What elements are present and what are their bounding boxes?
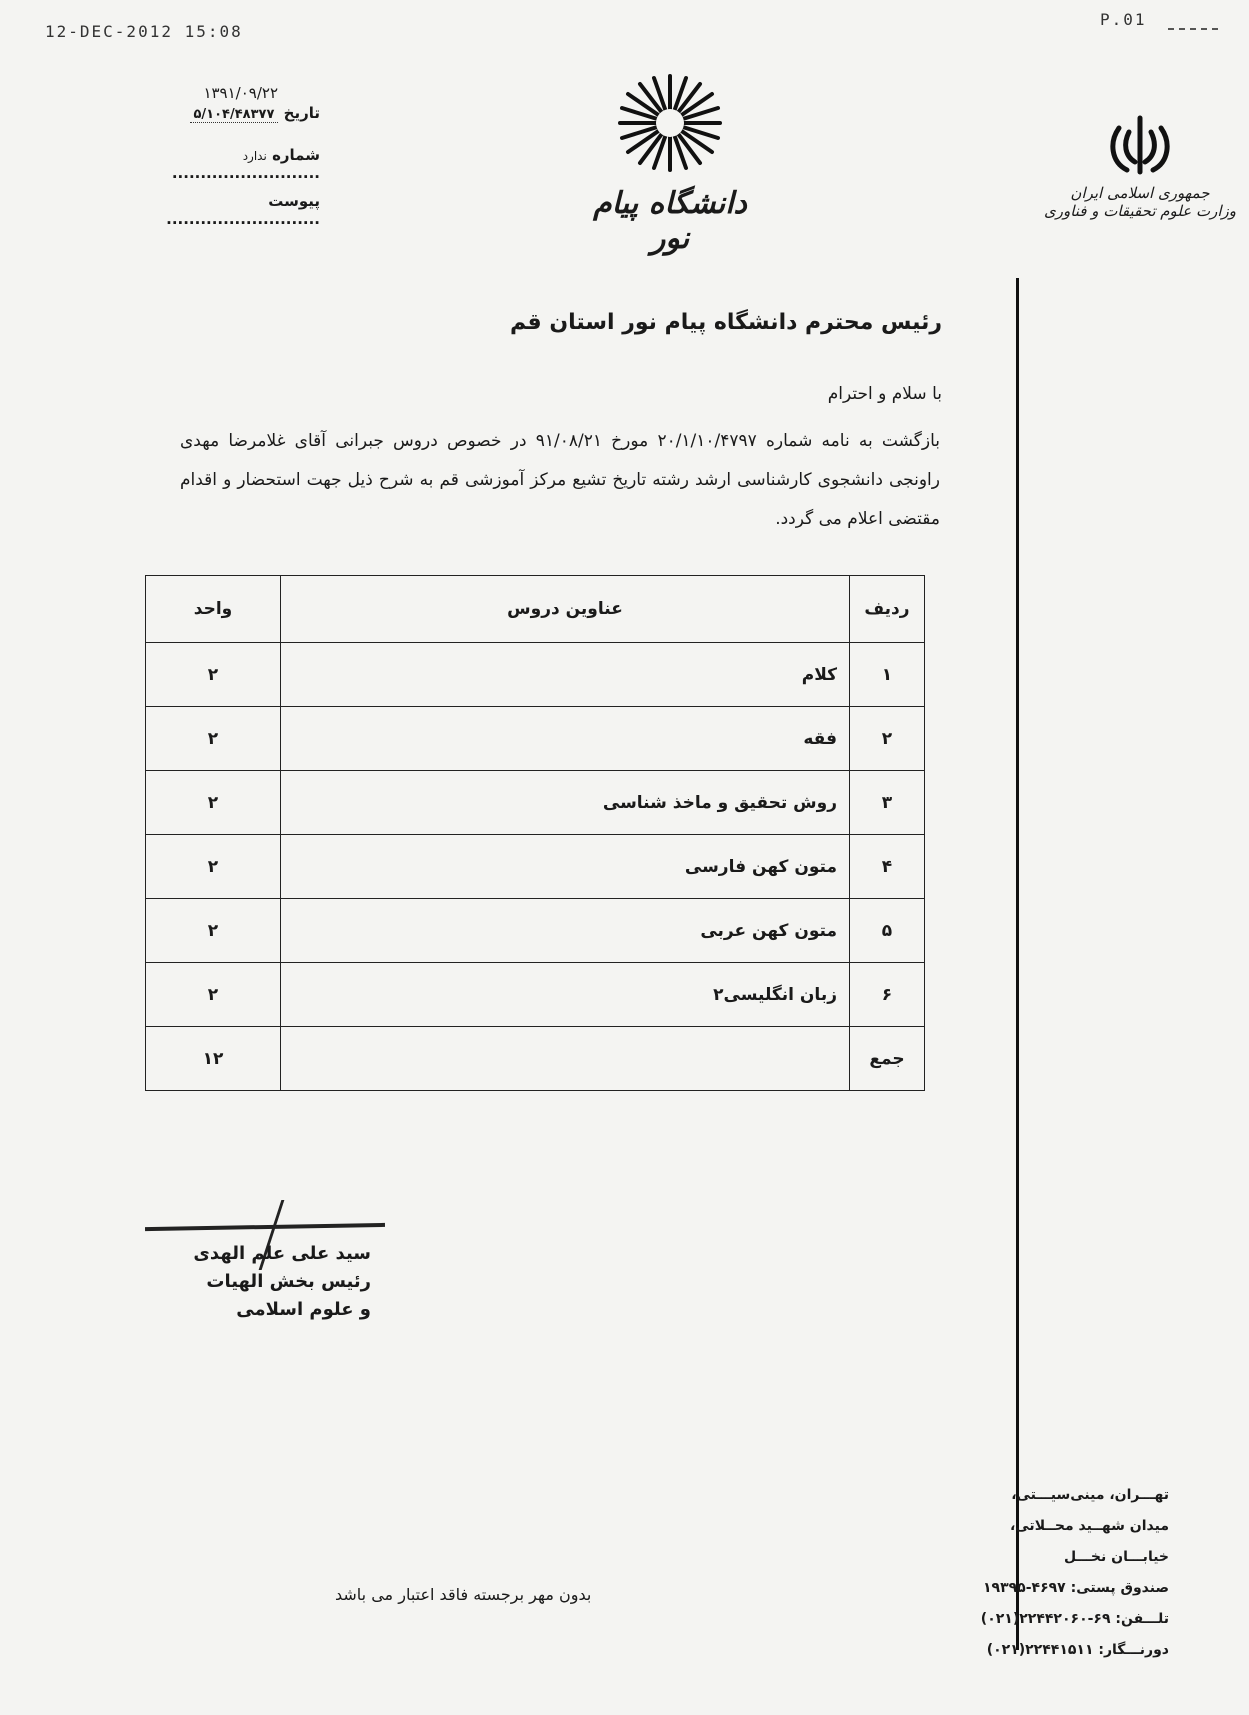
ministry-line1: جمهوری اسلامی ایران [1070,184,1210,202]
table-row [146,643,925,707]
course-title: فقه [281,707,850,771]
table-total-row [146,1027,925,1091]
row-number: ۶ [850,963,925,1027]
row-number: ۲ [850,707,925,771]
address-line: تلـــفن: ۶۹-۲۲۴۴۲۰۶۰(۰۲۱) [980,1611,1169,1627]
total-units: ۱۲ [146,1027,281,1091]
row-number: ۳ [850,771,925,835]
course-title: متون کهن فارسی [281,835,850,899]
address-line: صندوق پستی: ۴۶۹۷-۱۹۳۹۵ [982,1580,1169,1596]
address-line: تهـــران، مینی‌سیـــتی، [1011,1487,1169,1503]
footer-note: بدون مهر برجسته فاقد اعتبار می باشد [335,1585,592,1604]
row-number: ۴ [850,835,925,899]
university-logo [590,68,750,256]
table-row [146,771,925,835]
date-value: ۱۳۹۱/۰۹/۲۲ [203,84,278,102]
table-row [146,963,925,1027]
row-number: ۱ [850,643,925,707]
header-units: واحد [146,576,281,643]
fax-page-number: P.01 [1100,10,1147,29]
university-name: دانشگاه پیام نور [593,186,747,256]
course-title: روش تحقیق و ماخذ شناسی [281,771,850,835]
recipient-line: رئیس محترم دانشگاه پیام نور استان قم [510,310,942,335]
address-line: خیابـــان نخـــل [1064,1549,1169,1565]
ministry-line2: وزارت علوم تحقیقات و فناوری [1043,202,1237,220]
table-row [146,835,925,899]
address-line: دورنـــگار: ۲۲۴۴۱۵۱۱(۰۲۱) [986,1642,1169,1658]
number-value: ۵/۱۰۴/۴۸۳۷۷ [190,107,279,123]
greeting: با سلام و احترام [827,384,942,404]
course-title: کلام [281,643,850,707]
signatory-title-1: رئیس بخش الهیات [206,1271,371,1292]
course-units: ۲ [146,643,281,707]
row-number: ۵ [850,899,925,963]
attachment-none-value: ندارد [242,149,267,163]
fax-dash [1168,28,1218,30]
total-empty-cell [281,1027,850,1091]
number-label: شماره [272,146,320,164]
course-title: زبان انگلیسی۲ [281,963,850,1027]
course-units: ۲ [146,771,281,835]
signatory-block [193,1240,371,1324]
course-units: ۲ [146,963,281,1027]
signatory-title-2: و علوم اسلامی [236,1299,371,1320]
course-units: ۲ [146,707,281,771]
date-label: تاریخ [283,104,320,122]
table-row [146,707,925,771]
sunburst-icon [590,68,750,178]
letter-paragraph: بازگشت به نامه شماره ۲۰/۱/۱۰/۴۷۹۷ مورخ ۹۱/۰۸/۲۱ در خصوص دروس جبرانی آقای غلامرضا مهدی راونجی دانشجوی کارشناسی ارشد رشته تاریخ تشیع مرکز آموزشی قم به شرح ذیل جهت استحضار و اقدام مقتضی اعلام می گردد. [180,431,940,529]
address-line: میدان شهــید محــلاتی، [1009,1518,1169,1534]
address-block [969,1480,1169,1666]
table-header-row [146,576,925,643]
header-row-number: ردیف [850,576,925,643]
total-label: جمع [850,1027,925,1091]
signature-stroke [145,1223,385,1231]
attachment-label: پیوست [268,192,320,210]
table-row [146,899,925,963]
course-units: ۲ [146,899,281,963]
letter-meta: ۱۳۹۱/۰۹/۲۲ تاریخ ۵/۱۰۴/۴۸۳۷۷ شماره ندارد .......................... پیوست ........................... [166,84,320,228]
course-units: ۲ [146,835,281,899]
course-title: متون کهن عربی [281,899,850,963]
courses-table [145,575,925,1091]
signatory-name: سید علی علم الهدی [193,1243,371,1264]
ministry-emblem [1040,110,1240,250]
header-course-title: عناوین دروس [281,576,850,643]
vertical-divider [1016,278,1019,1650]
iran-emblem-icon [1105,110,1175,180]
fax-timestamp: 12-DEC-2012 15:08 [45,22,243,41]
